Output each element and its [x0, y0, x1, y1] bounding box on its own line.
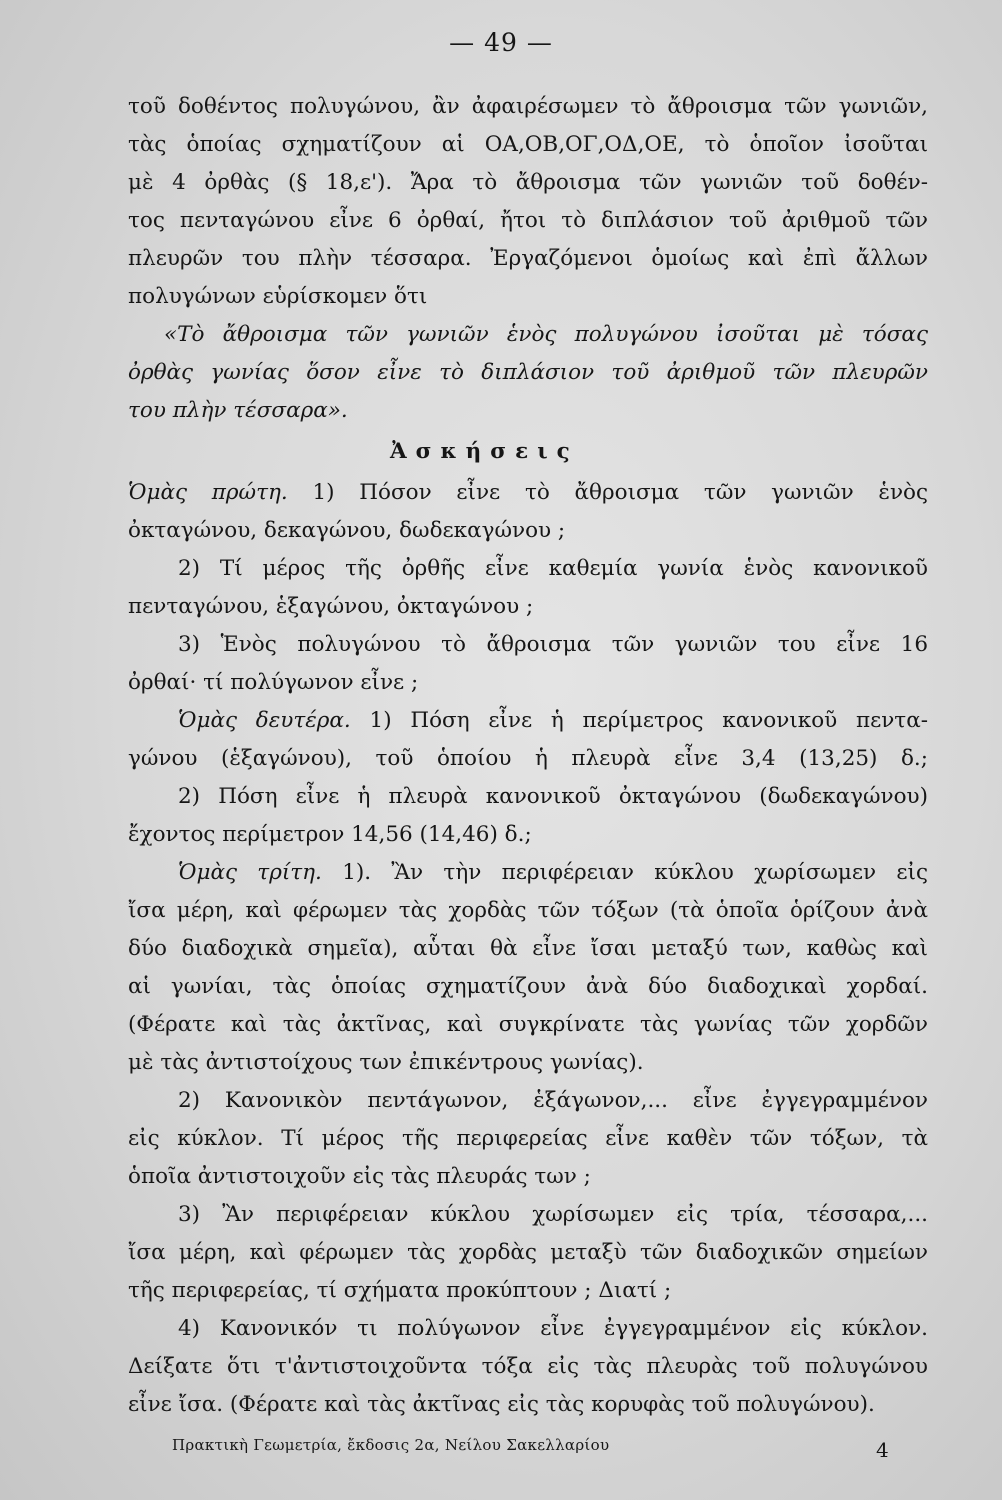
exercise-line: ἔχοντος περίμετρον 14,56 (14,46) δ.;	[128, 822, 532, 847]
exercise-line: 3) Ἂν περιφέρειαν κύκλου χωρίσωμεν εἰς τρία, τέσσαρα,...	[178, 1202, 928, 1227]
exercise-text: 1). Ἂν τὴν περιφέρειαν κύκλου χωρίσωμεν εἰς	[342, 860, 928, 885]
exercise-line: ἴσα μέρη, καὶ φέρωμεν τὰς χορδὰς τῶν τόξων (τὰ ὁποῖα ὁρίζουν ἀνὰ	[128, 898, 928, 923]
exercise-line: ἴσα μέρη, καὶ φέρωμεν τὰς χορδὰς μεταξὺ τῶν διαδοχικῶν σημείων	[128, 1240, 928, 1265]
exercise-line: ὀκταγώνου, δεκαγώνου, δωδεκαγώνου ;	[128, 518, 566, 543]
footer-text: Πρακτικὴ Γεωμετρία, ἔκδοσις 2α, Νείλου Σακελλαρίου	[172, 1436, 610, 1454]
signature-mark: 4	[876, 1438, 890, 1462]
exercise-line	[128, 854, 928, 892]
exercise-line: Δείξατε ὅτι τ'ἀντιστοιχοῦντα τόξα εἰς τὰς πλευρὰς τοῦ πολυγώνου	[128, 1354, 928, 1379]
rule-line: «Τὸ ἄθροισμα τῶν γωνιῶν ἑνὸς πολυγώνου ἰσοῦται μὲ τόσας	[164, 322, 928, 347]
exercise-line: αἱ γωνίαι, τὰς ὁποίας σχηματίζουν ἀνὰ δύο διαδοχικαὶ χορδαί.	[128, 974, 928, 999]
exercise-line: μὲ τὰς ἀντιστοίχους των ἐπικέντρους γωνίας).	[128, 1050, 644, 1075]
section-heading: Ἀσκήσεις	[390, 439, 579, 464]
text-line: τος πενταγώνου εἶνε 6 ὀρθαί, ἤτοι τὸ διπλάσιον τοῦ ἀριθμοῦ τῶν	[128, 208, 928, 233]
exercise-line	[128, 702, 928, 740]
exercise-line: 2) Κανονικὸν πεντάγωνον, ἑξάγωνον,... εἶνε ἐγγεγραμμένον	[178, 1088, 928, 1113]
text-line: πλευρῶν του πλὴν τέσσαρα. Ἐργαζόμενοι ὁμοίως καὶ ἐπὶ ἄλλων	[128, 246, 928, 271]
exercise-text: 1) Πόσον εἶνε τὸ ἄθροισμα τῶν γωνιῶν ἑνὸς	[312, 480, 929, 505]
exercise-line: 4) Κανονικόν τι πολύγωνον εἶνε ἐγγεγραμμένον εἰς κύκλον.	[178, 1316, 928, 1341]
exercise-line: γώνου (ἑξαγώνου), τοῦ ὁποίου ἡ πλευρὰ εἶνε 3,4 (13,25) δ.;	[128, 746, 928, 771]
text-line: τὰς ὁποίας σχηματίζουν αἱ ΟΑ,ΟΒ,ΟΓ,ΟΔ,ΟΕ, τὸ ὁποῖον ἰσοῦται	[128, 132, 928, 157]
exercise-line: τῆς περιφερείας, τί σχήματα προκύπτουν ; Διατί ;	[128, 1278, 672, 1303]
exercise-line: δύο διαδοχικὰ σημεῖα), αὗται θὰ εἶνε ἴσαι μεταξύ των, καθὼς καὶ	[128, 936, 928, 961]
exercise-line: πενταγώνου, ἑξαγώνου, ὀκταγώνου ;	[128, 594, 534, 619]
group-label: Ὁμὰς πρώτη.	[128, 480, 288, 505]
exercise-line: εἰς κύκλον. Τί μέρος τῆς περιφερείας εἶνε καθὲν τῶν τόξων, τὰ	[128, 1126, 928, 1151]
exercise-line: 2) Πόση εἶνε ἡ πλευρὰ κανονικοῦ ὀκταγώνου (δωδεκαγώνου)	[178, 784, 928, 809]
rule-line: ὀρθὰς γωνίας ὅσον εἶνε τὸ διπλάσιον τοῦ ἀριθμοῦ τῶν πλευρῶν	[128, 360, 928, 385]
exercise-line	[128, 474, 928, 512]
exercise-line: ὁποῖα ἀντιστοιχοῦν εἰς τὰς πλευράς των ;	[128, 1164, 591, 1189]
exercise-line: 2) Τί μέρος τῆς ὀρθῆς εἶνε καθεμία γωνία ἑνὸς κανονικοῦ	[178, 556, 928, 581]
page-body	[128, 88, 928, 1424]
group-label: Ὁμὰς δευτέρα.	[178, 708, 351, 733]
text-line: μὲ 4 ὀρθὰς (§ 18,ε'). Ἄρα τὸ ἄθροισμα τῶν γωνιῶν τοῦ δοθέν-	[128, 170, 928, 195]
exercise-line: εἶνε ἴσα. (Φέρατε καὶ τὰς ἀκτῖνας εἰς τὰς κορυφὰς τοῦ πολυγώνου).	[128, 1392, 875, 1417]
group-label: Ὁμὰς τρίτη.	[178, 860, 322, 885]
exercise-line: ὀρθαί· τί πολύγωνον εἶνε ;	[128, 670, 419, 695]
page-number: — 49 —	[449, 28, 553, 57]
rule-line: του πλὴν τέσσαρα».	[128, 398, 348, 423]
exercise-text: 1) Πόση εἶνε ἡ περίμετρος κανονικοῦ πεντα-	[369, 708, 928, 733]
text-line: τοῦ δοθέντος πολυγώνου, ἂν ἀφαιρέσωμεν τὸ ἄθροισμα τῶν γωνιῶν,	[128, 94, 928, 119]
exercise-line: 3) Ἑνὸς πολυγώνου τὸ ἄθροισμα τῶν γωνιῶν του εἶνε 16	[178, 632, 928, 657]
text-line: πολυγώνων εὑρίσκομεν ὅτι	[128, 284, 428, 309]
exercise-line: (Φέρατε καὶ τὰς ἀκτῖνας, καὶ συγκρίνατε τὰς γωνίας τῶν χορδῶν	[128, 1012, 928, 1037]
